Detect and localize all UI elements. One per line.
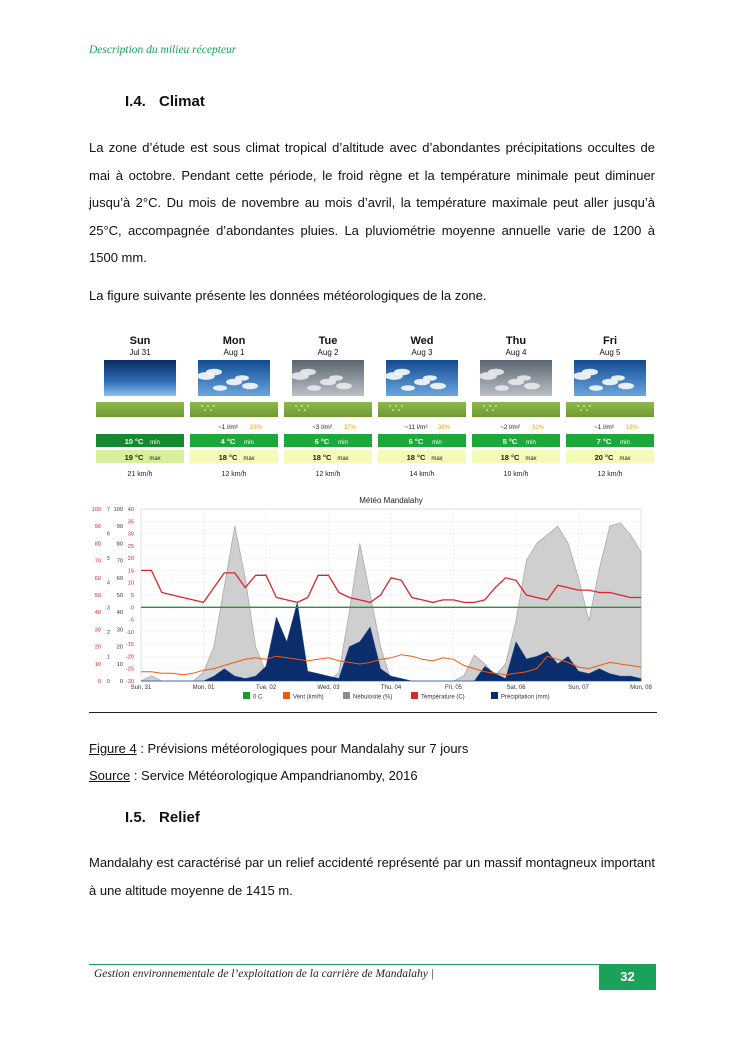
section-number: I.5. <box>125 809 146 826</box>
cloud-shape <box>495 385 509 391</box>
rain-probability: 37% <box>343 425 357 431</box>
day-name: Tue <box>318 335 338 347</box>
rain-probability: 39% <box>437 425 451 431</box>
y-tick-label: -5 <box>129 617 134 624</box>
min-temp: 4 °C <box>220 437 236 446</box>
y-tick-label: 0 <box>106 679 110 685</box>
forecast-day <box>566 335 654 478</box>
day-name: Wed <box>410 335 434 347</box>
y-tick-label: 0 <box>130 605 134 612</box>
min-temp: 7 °C <box>596 437 612 446</box>
x-tick-label: Sat, 06 <box>506 685 526 691</box>
y-tick-label: 10 <box>116 661 123 668</box>
legend-swatch <box>411 692 418 699</box>
y-tick-label: 15 <box>127 568 134 575</box>
forecast-day <box>96 335 184 478</box>
cloud-shape <box>394 369 410 376</box>
day-date: Aug 1 <box>223 348 245 357</box>
rain-dot <box>204 409 206 411</box>
legend-swatch <box>343 692 350 699</box>
min-suffix: min <box>150 440 160 446</box>
y-tick-label: 20 <box>127 556 134 563</box>
legend-swatch <box>243 692 250 699</box>
page-header-title: Description du milieu récepteur <box>89 44 237 56</box>
rain-dot <box>580 409 582 411</box>
max-temp: 19 °C <box>124 453 144 462</box>
wind-speed: 14 km/h <box>409 471 435 478</box>
forecast-days <box>96 335 654 478</box>
cloud-shape <box>611 375 625 381</box>
rain-dot <box>307 405 309 407</box>
rain-dot <box>492 409 494 411</box>
x-tick-label: Fri, 05 <box>444 685 463 691</box>
rain-dot <box>483 405 485 407</box>
y-tick-label: 50 <box>94 593 101 599</box>
x-tick-label: Thu, 04 <box>380 685 402 691</box>
day-date: Aug 3 <box>411 348 433 357</box>
y-tick-label: 60 <box>116 575 123 582</box>
max-temp: 18 °C <box>406 453 426 462</box>
y-tick-label: 30 <box>94 627 101 634</box>
max-suffix: max <box>525 456 537 462</box>
x-tick-label: Tue, 02 <box>255 685 277 691</box>
weather-figure <box>93 328 657 712</box>
y-tick-label: 0 <box>97 679 101 685</box>
y-tick-label: 25 <box>127 543 134 550</box>
rain-amount: ~1 l/m² <box>217 424 239 431</box>
y-tick-label: 7 <box>106 507 110 513</box>
y-tick-label: 3 <box>106 605 110 612</box>
y-tick-label: 70 <box>94 558 101 565</box>
y-tick-label: -10 <box>125 629 134 636</box>
ground-strip <box>566 402 654 417</box>
y-tick-label: 90 <box>116 524 123 531</box>
y-tick-label: 100 <box>91 507 101 513</box>
day-date: Aug 4 <box>505 348 527 357</box>
x-tick-label: Sun, 07 <box>568 685 589 691</box>
legend-swatch <box>283 692 290 699</box>
section-heading-relief <box>125 809 200 826</box>
y-tick-label: 20 <box>116 644 123 651</box>
rain-amount: ~11 l/m² <box>404 424 428 431</box>
cloud-shape <box>213 385 227 391</box>
forecast-day <box>378 335 466 478</box>
day-name: Mon <box>222 335 246 347</box>
figure-intro: La figure suivante présente les données météorologiques de la zone. <box>89 288 487 303</box>
min-suffix: min <box>526 440 536 446</box>
source-text: : Service Météorologique Ampandrianomby, 2016 <box>130 768 418 783</box>
y-tick-label: 90 <box>94 524 101 531</box>
legend-item <box>491 692 550 701</box>
wind-speed: 12 km/h <box>597 471 623 478</box>
rain-dot <box>401 405 403 407</box>
min-suffix: min <box>244 440 254 446</box>
max-suffix: max <box>243 456 255 462</box>
rain-dot <box>210 409 212 411</box>
rain-amount: ~1 l/m² <box>593 424 615 431</box>
cloud-shape <box>524 383 540 390</box>
ground-strip <box>378 402 466 417</box>
section-heading-climat <box>125 93 205 110</box>
climat-paragraph: La zone d’étude est sous climat tropical d’altitude avec d’abondantes précipitations occultes de mai à octobre. Pendant cette période, le froid règne et la température minimale peut diminuer jusqu’à 2°C. Du mois de novembre au mois d’avril, la température maximale peut aller jusqu’à 25°C, accompagnée d’abondantes pluies. La pluviométrie moyenne annuelle varie de 1200 à 1500 mm. <box>89 140 655 265</box>
day-name: Sun <box>129 335 151 347</box>
y-tick-label: 40 <box>127 507 134 513</box>
weather-figure-svg <box>93 328 657 712</box>
cloud-shape <box>589 385 603 391</box>
min-suffix: min <box>338 440 348 446</box>
y-tick-label: 80 <box>116 541 123 548</box>
wind-speed: 12 km/h <box>221 471 247 478</box>
rain-dot <box>489 405 491 407</box>
y-tick-label: 30 <box>116 627 123 634</box>
wind-speed: 21 km/h <box>127 471 153 478</box>
min-temp: 10 °C <box>124 437 144 446</box>
rain-dot <box>398 409 400 411</box>
y-tick-label: 50 <box>116 593 123 599</box>
legend-label: Précipitation (mm) <box>501 694 550 701</box>
max-suffix: max <box>431 456 443 462</box>
y-tick-label: 5 <box>106 556 110 563</box>
footer-rule <box>89 964 599 965</box>
x-tick-label: Mon, 08 <box>630 685 652 691</box>
rain-amount: ~2 l/m² <box>499 424 521 431</box>
y-tick-label: 80 <box>94 541 101 548</box>
rain-dot <box>213 405 215 407</box>
legend-item <box>283 692 324 701</box>
y-tick-label: -15 <box>125 642 134 649</box>
rain-probability: 18% <box>625 425 639 431</box>
max-temp: 18 °C <box>312 453 332 462</box>
meteo-chart <box>92 496 653 701</box>
y-tick-label: -20 <box>125 654 134 661</box>
section-title: Relief <box>159 809 200 826</box>
day-date: Aug 5 <box>599 348 621 357</box>
legend-swatch <box>491 692 498 699</box>
rain-dot <box>583 405 585 407</box>
figure-bottom-rule <box>89 712 657 713</box>
rain-dot <box>586 409 588 411</box>
figure-caption-text: : Prévisions météorologiques pour Mandalahy sur 7 jours <box>136 741 469 756</box>
min-temp: 6 °C <box>314 437 330 446</box>
source-line <box>89 768 418 783</box>
y-tick-label: 40 <box>94 610 101 617</box>
legend-label: 0 C <box>253 694 263 701</box>
y-tick-label: 70 <box>116 558 123 565</box>
max-suffix: max <box>337 456 349 462</box>
chart-title: Météo Mandalahy <box>359 496 423 505</box>
relief-paragraph: Mandalahy est caractérisé par un relief accidenté représenté par un massif montagneux important à une altitude moyenne de 1415 m. <box>89 855 655 898</box>
section-title: Climat <box>159 93 205 110</box>
min-suffix: min <box>620 440 630 446</box>
legend-item <box>411 692 465 701</box>
y-tick-label: 40 <box>116 610 123 617</box>
legend-item <box>243 692 263 701</box>
y-tick-label: 10 <box>94 661 101 668</box>
rain-dot <box>295 405 297 407</box>
y-tick-label: 5 <box>130 593 134 599</box>
section-number: I.4. <box>125 93 146 110</box>
cloud-shape <box>336 383 352 390</box>
x-tick-label: Sun, 31 <box>130 685 152 691</box>
y-tick-label: -30 <box>125 679 134 685</box>
rain-dot <box>201 405 203 407</box>
ground-strip <box>472 402 560 417</box>
rain-dot <box>395 405 397 407</box>
cloud-shape <box>242 383 258 390</box>
x-tick-label: Wed, 03 <box>317 685 340 691</box>
rain-dot <box>495 405 497 407</box>
forecast-day <box>472 335 560 478</box>
wind-speed: 12 km/h <box>315 471 341 478</box>
legend-item <box>343 692 392 701</box>
y-tick-label: 10 <box>127 580 134 587</box>
cloud-shape <box>488 369 504 376</box>
forecast-day <box>190 335 278 478</box>
rain-dot <box>392 409 394 411</box>
rain-probability: 31% <box>531 425 545 431</box>
y-tick-label: 60 <box>94 575 101 582</box>
legend-label: Vent (km/h) <box>293 694 324 701</box>
rain-dot <box>486 409 488 411</box>
rain-probability: 23% <box>249 425 263 431</box>
cloud-shape <box>235 375 249 381</box>
page-number: 32 <box>599 964 656 990</box>
cloud-shape <box>582 369 598 376</box>
cloud-shape <box>517 375 531 381</box>
rain-dot <box>304 409 306 411</box>
figure-label: Figure 4 <box>89 741 137 756</box>
y-tick-label: 2 <box>106 629 110 636</box>
cloud-shape <box>423 375 437 381</box>
min-suffix: min <box>432 440 442 446</box>
rain-dot <box>298 409 300 411</box>
sky-image <box>104 360 176 396</box>
rain-dot <box>589 405 591 407</box>
cloud-shape <box>307 385 321 391</box>
rain-amount: ~3 l/m² <box>311 424 333 431</box>
rain-dot <box>301 405 303 407</box>
rain-dot <box>389 405 391 407</box>
footer-text: Gestion environnementale de l’exploitation de la carrière de Mandalahy | <box>94 968 434 980</box>
cloud-shape <box>430 383 446 390</box>
day-name: Thu <box>505 335 527 347</box>
wind-speed: 10 km/h <box>503 471 529 478</box>
y-tick-label: 0 <box>119 679 123 685</box>
source-label: Source <box>89 768 131 783</box>
y-tick-label: -25 <box>125 666 134 673</box>
ground-strip <box>190 402 278 417</box>
cloud-shape <box>329 375 343 381</box>
legend-label: Nébulosité (%) <box>353 694 393 701</box>
y-tick-label: 35 <box>127 519 134 526</box>
day-name: Fri <box>602 335 618 347</box>
figure-caption <box>89 741 468 756</box>
forecast-day <box>284 335 372 478</box>
day-date: Aug 2 <box>317 348 339 357</box>
max-temp: 18 °C <box>500 453 520 462</box>
y-tick-label: 30 <box>127 531 134 538</box>
cloud-shape <box>206 369 222 376</box>
rain-dot <box>577 405 579 407</box>
min-temp: 6 °C <box>408 437 424 446</box>
min-temp: 5 °C <box>502 437 518 446</box>
rain-dot <box>207 405 209 407</box>
max-suffix: max <box>619 456 631 462</box>
legend-label: Température (C) <box>421 694 465 701</box>
day-date: Jul 31 <box>129 348 151 357</box>
cloud-shape <box>300 369 316 376</box>
y-tick-label: 100 <box>113 507 123 513</box>
ground-strip <box>96 402 184 417</box>
y-tick-label: 20 <box>94 644 101 651</box>
cloud-shape <box>618 383 634 390</box>
max-temp: 20 °C <box>594 453 614 462</box>
cloud-shape <box>401 385 415 391</box>
max-temp: 18 °C <box>218 453 238 462</box>
x-tick-label: Mon, 01 <box>192 685 215 691</box>
y-tick-label: 6 <box>106 531 110 538</box>
max-suffix: max <box>149 456 161 462</box>
y-tick-label: 4 <box>106 580 110 587</box>
ground-strip <box>284 402 372 417</box>
y-tick-label: 1 <box>106 654 110 661</box>
